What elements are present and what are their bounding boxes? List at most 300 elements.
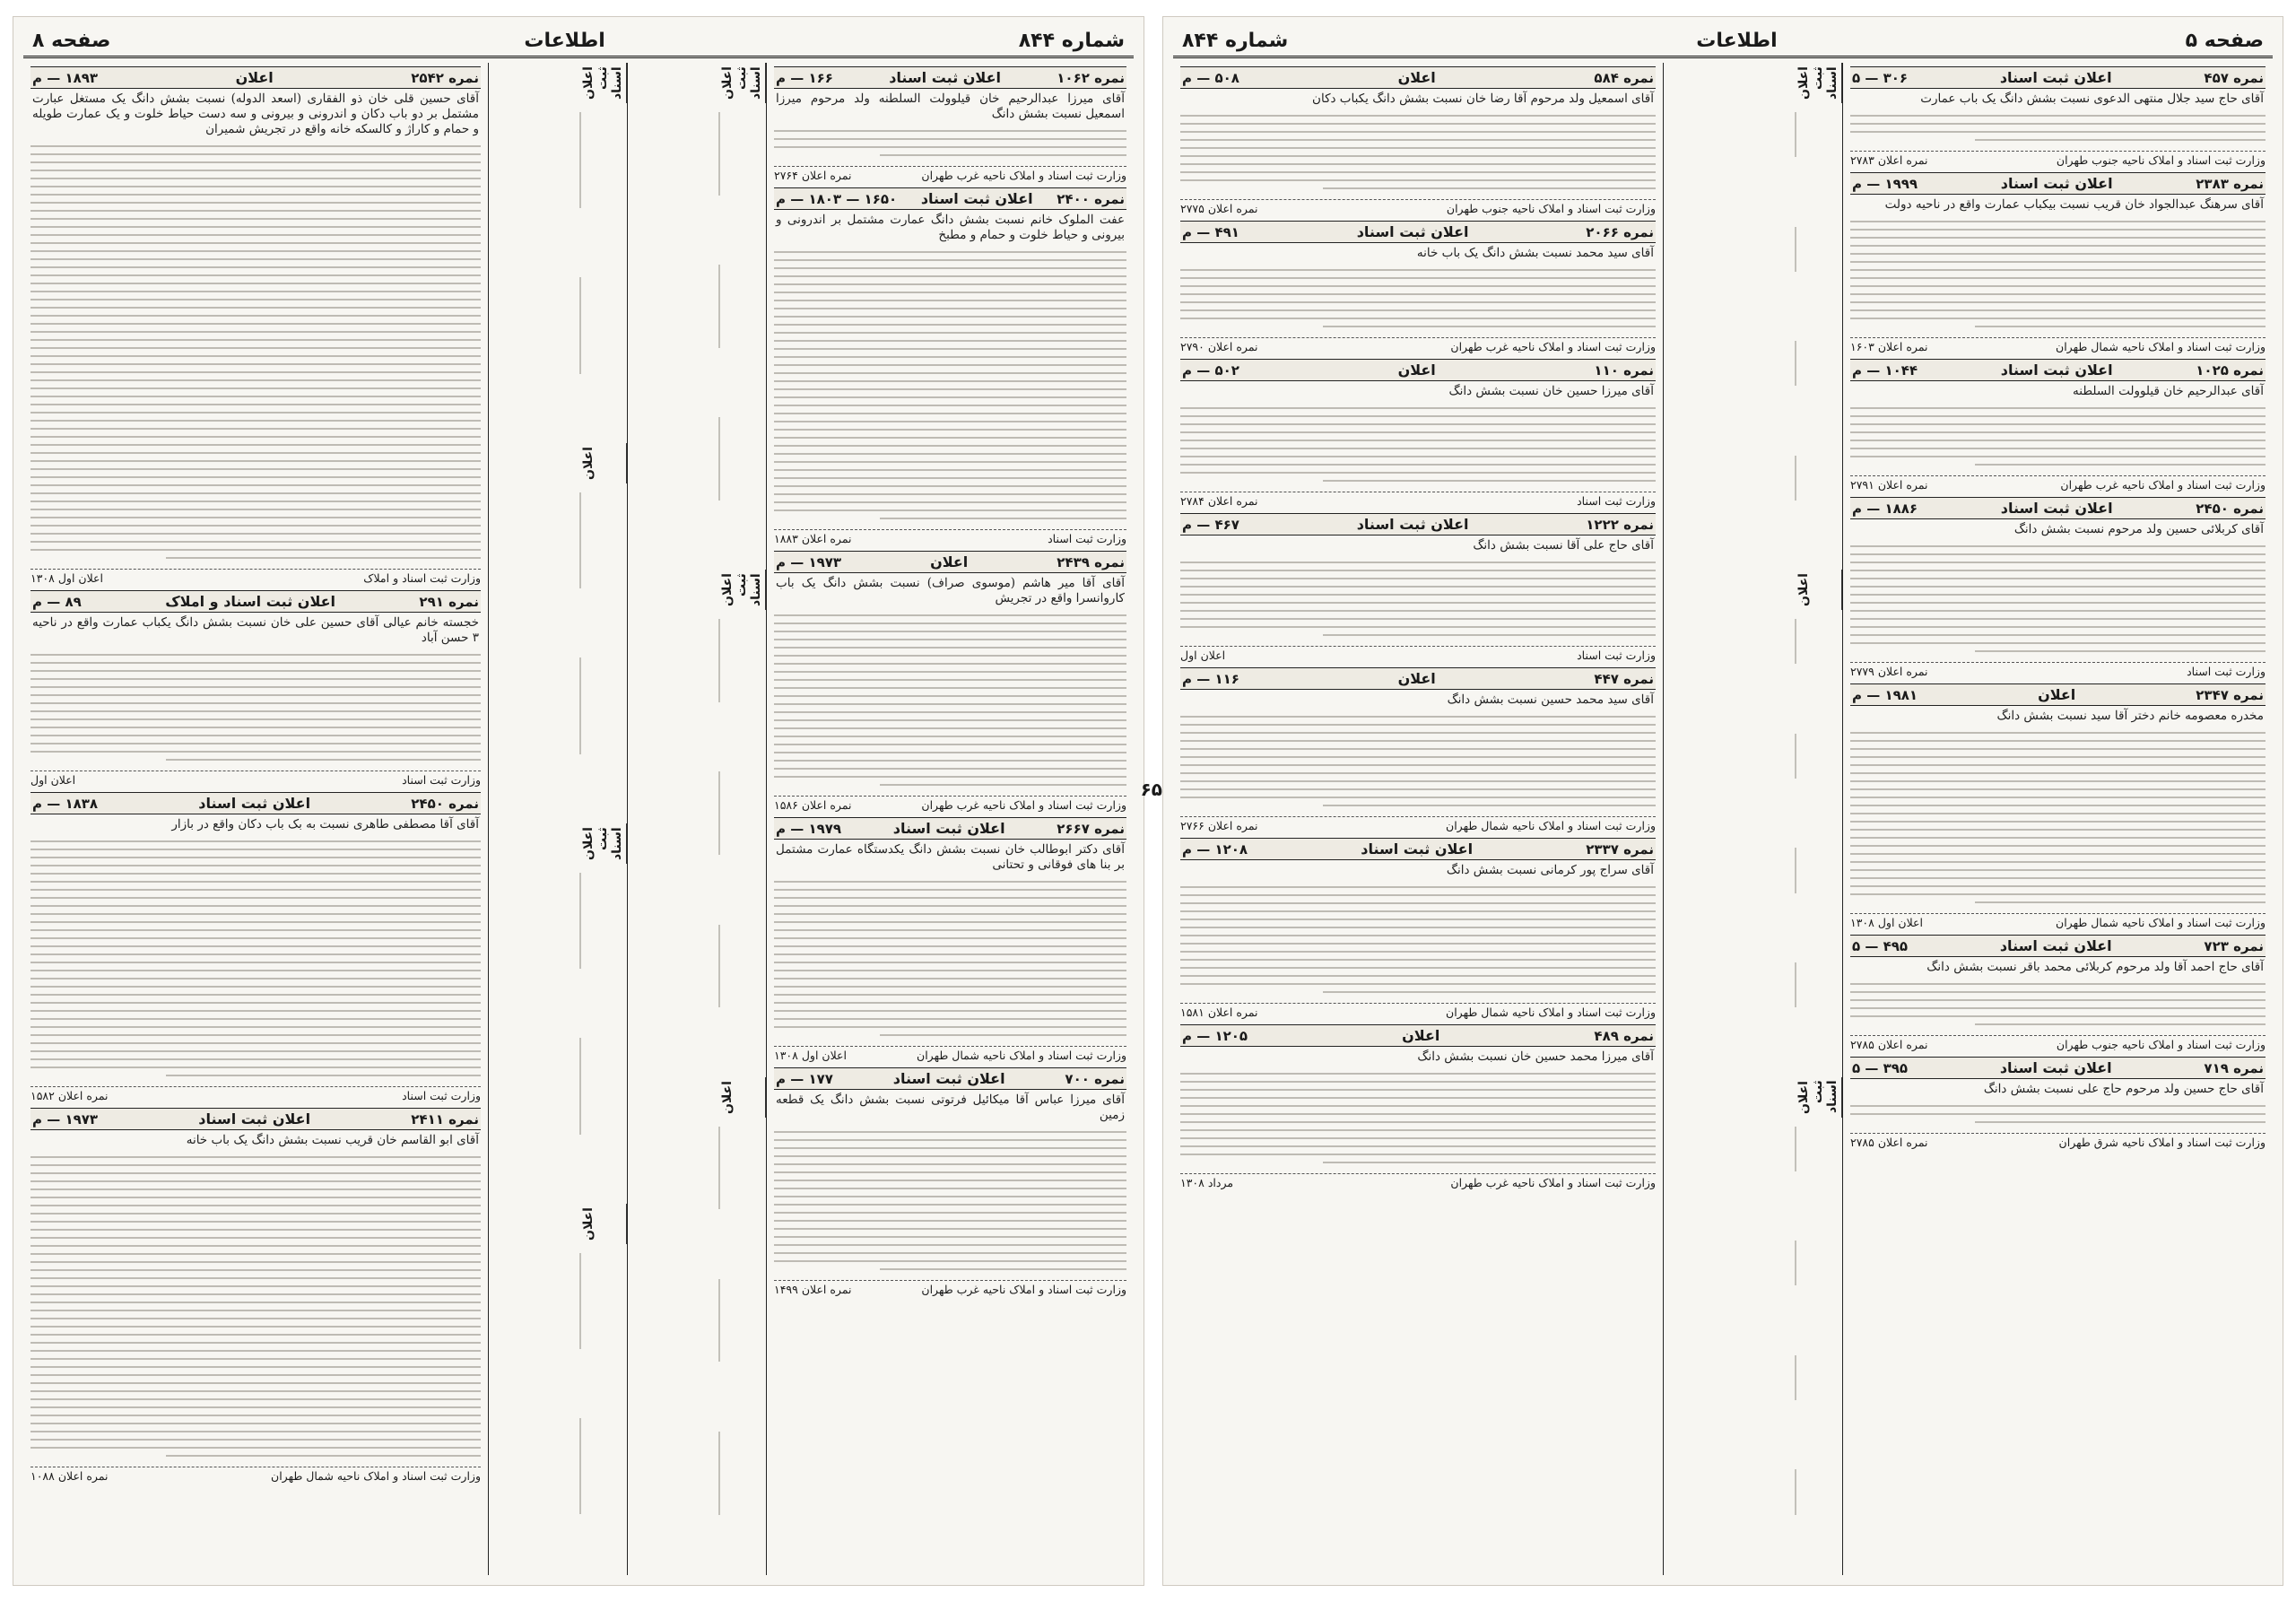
notice-footer [1180, 337, 1656, 353]
text-line [1180, 1154, 1656, 1155]
text-line [1180, 935, 1656, 936]
text-line [30, 718, 481, 720]
text-line [30, 1050, 481, 1052]
text-line [30, 492, 481, 494]
text-line [30, 525, 481, 527]
notice [1180, 66, 1656, 215]
text-line [30, 420, 481, 422]
text-lines [1850, 213, 2266, 335]
text-line [1850, 586, 2266, 588]
notice-number: نمره ۲۶۶۷ [1057, 820, 1125, 837]
text-line [1850, 610, 2266, 612]
text-line [1323, 326, 1656, 327]
notice-header [1850, 359, 2266, 381]
text-line [30, 889, 481, 891]
text-line [774, 364, 1126, 366]
text-line [1850, 732, 2266, 734]
text-line [774, 372, 1126, 374]
notice-ref: اعلان اول [1180, 649, 1226, 662]
text-line [774, 1131, 1126, 1133]
rotated-notice-title: اعلان ثبت اسناد [1795, 63, 1842, 103]
text-line [1795, 848, 1796, 892]
text-line [30, 1285, 481, 1287]
notice-ref: نمره اعلان ۱۴۹۹ [774, 1283, 852, 1296]
text-line [579, 277, 581, 373]
text-line [774, 356, 1126, 358]
notice [774, 551, 1126, 812]
text-line [1180, 415, 1656, 417]
text-line [30, 1406, 481, 1408]
text-line [1795, 734, 1796, 779]
notice [774, 1067, 1126, 1296]
text-line [30, 1310, 481, 1311]
text-line [1180, 179, 1656, 181]
text-line [774, 477, 1126, 479]
notice [1850, 683, 2266, 929]
text-line [1850, 237, 2266, 239]
text-line [1180, 919, 1656, 920]
text-line [30, 541, 481, 543]
text-line [1850, 285, 2266, 287]
notice-number: نمره ۲۴۵۰ [411, 795, 479, 812]
text-line [1323, 991, 1656, 993]
notice-registry: وزارت ثبت اسناد و املاک ناحیه شمال طهران [2056, 916, 2266, 929]
text-line [30, 1018, 481, 1020]
notice-body: آقای سید محمد نسبت بشش دانگ یک باب خانه [1416, 246, 1654, 260]
text-line [774, 639, 1126, 640]
notice-code: ۱۱۶ — م [1182, 670, 1239, 687]
column [766, 63, 1134, 1575]
text-line [30, 194, 481, 196]
text-lines [774, 1123, 1126, 1278]
text-line [774, 614, 1126, 616]
text-line [30, 161, 481, 163]
text-line [30, 404, 481, 405]
text-line [579, 1038, 581, 1134]
text-line [774, 130, 1126, 132]
text-line [1850, 634, 2266, 636]
text-line [774, 413, 1126, 414]
text-line [774, 1196, 1126, 1197]
notice-footer [774, 1280, 1126, 1296]
text-line [880, 1268, 1126, 1270]
text-line [1850, 772, 2266, 774]
text-line [1180, 902, 1656, 904]
text-line [1180, 927, 1656, 928]
text-line [30, 428, 481, 430]
text-line [30, 710, 481, 712]
notice-title: اعلان ثبت اسناد [892, 1070, 1005, 1087]
notice-number: نمره ۲۵۴۲ [411, 69, 479, 86]
notice-ref: نمره اعلان ۱۵۸۱ [1180, 1006, 1258, 1019]
notice-number: نمره ۲۴۱۱ [411, 1110, 479, 1127]
rotated-notice-title: اعلان [579, 443, 627, 483]
notice-registry: وزارت ثبت اسناد و املاک [363, 571, 481, 585]
text-line [774, 251, 1126, 253]
text-line [1180, 293, 1656, 295]
text-line [1850, 748, 2266, 750]
notice-body: آقای حاج علی آقا نسبت بشش دانگ [1473, 538, 1654, 553]
page-gutter-number: ۶۵ [1140, 779, 1162, 800]
notice-body: آقای میرزا حسین خان نسبت بشش دانگ [1448, 384, 1654, 398]
text-line [30, 468, 481, 470]
text-line [30, 509, 481, 510]
text-line [774, 1010, 1126, 1012]
text-line [774, 631, 1126, 632]
text-line [1850, 991, 2266, 993]
text-line [1795, 1469, 1796, 1514]
text-line [30, 897, 481, 899]
text-line [30, 234, 481, 236]
notice-body: آقای میرزا عباس آقا میکائیل فرتوتی نسبت بشش دانگ یک قطعه زمین [776, 1093, 1125, 1122]
notice-registry: وزارت ثبت اسناد و املاک ناحیه غرب طهران [2060, 478, 2266, 492]
text-line [774, 292, 1126, 293]
notice-registry: وزارت ثبت اسناد و املاک ناحیه جنوب طهران [1446, 202, 1656, 215]
text-line [718, 1127, 720, 1210]
text-line [774, 493, 1126, 495]
text-line [1850, 805, 2266, 806]
text-line [774, 655, 1126, 657]
notice-footer [1180, 646, 1656, 662]
notice-body: آقای حاج سید جلال منتهی الدعوی نسبت بشش دانگ یک باب عمارت [1920, 91, 2264, 106]
text-line [1850, 407, 2266, 409]
text-line [166, 759, 481, 761]
text-line [30, 678, 481, 680]
text-line [30, 1326, 481, 1328]
text-line [774, 275, 1126, 277]
notice-ref: نمره اعلان ۲۷۶۶ [1180, 819, 1258, 832]
text-line [30, 1318, 481, 1319]
text-line [774, 283, 1126, 285]
notice-code: ۱۸۹۳ — م [32, 69, 99, 86]
notice-header [1180, 667, 1656, 690]
notice-footer [774, 796, 1126, 812]
text-line [1850, 861, 2266, 863]
notice-number: نمره ۲۴۳۹ [1057, 553, 1125, 570]
notice-header [1180, 359, 1656, 381]
notice-body: خجسته خانم عیالی آقای حسین علی خان نسبت بشش دانگ یکباب عمارت واقع در ناحیه ۳ حسن آباد [32, 615, 479, 645]
text-line [30, 1358, 481, 1360]
text-line [30, 549, 481, 551]
text-line [1795, 619, 1796, 664]
text-line [30, 670, 481, 672]
notice-footer [774, 166, 1126, 182]
text-line [1795, 962, 1796, 1007]
text-line [30, 962, 481, 963]
text-line [1180, 1137, 1656, 1139]
text-line [166, 557, 481, 559]
text-line [1850, 1015, 2266, 1017]
text-line [1180, 772, 1656, 774]
text-line [1850, 277, 2266, 279]
text-line [774, 671, 1126, 673]
text-lines [1180, 107, 1656, 197]
text-line [1850, 415, 2266, 417]
text-line [774, 1002, 1126, 1004]
text-line [30, 1245, 481, 1247]
notice-header [1850, 1057, 2266, 1079]
text-line [1850, 131, 2266, 133]
text-line [774, 945, 1126, 947]
text-lines [1180, 399, 1656, 490]
text-line [30, 1439, 481, 1441]
text-line [774, 1180, 1126, 1181]
notice-code: ۵۰۲ — م [1182, 361, 1239, 379]
text-line [774, 388, 1126, 390]
notice-code: ۵۰۸ — م [1182, 69, 1239, 86]
notice-header [774, 1067, 1126, 1090]
text-line [1180, 602, 1656, 604]
text-lines [1180, 261, 1656, 335]
notice-number: نمره ۷۰۰ [1065, 1070, 1125, 1087]
text-line [774, 1212, 1126, 1214]
notice-footer [1850, 337, 2266, 353]
text-line [30, 1237, 481, 1239]
text-line [30, 1042, 481, 1044]
text-line [1323, 634, 1656, 636]
notice-body: آقای حاج حسین ولد مرحوم حاج علی نسبت بشش دانگ [1983, 1082, 2264, 1096]
text-line [774, 1139, 1126, 1141]
text-line [1850, 821, 2266, 823]
notice-title: اعلان ثبت اسناد [1999, 937, 2112, 954]
notice-body: آقای دکتر ابوطالب خان نسبت بشش دانگ یکدستگاه عمارت مشتمل بر بنا های فوقانی و تحتانی [776, 842, 1125, 872]
notice [1180, 667, 1656, 832]
notice [1850, 935, 2266, 1051]
rotated-text [1795, 63, 1842, 1575]
notice-footer [30, 771, 481, 787]
text-line [166, 1075, 481, 1076]
text-line [1180, 570, 1656, 571]
text-line [774, 687, 1126, 689]
text-line [1975, 1121, 2266, 1123]
page-label: صفحه ۸ [32, 29, 111, 52]
page-header [1173, 25, 2273, 58]
text-line [1180, 1113, 1656, 1115]
text-line [30, 1261, 481, 1263]
text-line [774, 937, 1126, 939]
text-line [579, 657, 581, 753]
text-line [718, 1279, 720, 1363]
text-line [774, 501, 1126, 503]
text-line [30, 347, 481, 349]
text-line [30, 476, 481, 478]
text-line [718, 619, 720, 702]
text-line [1850, 740, 2266, 742]
notice-ref: نمره اعلان ۲۷۸۳ [1850, 153, 1928, 167]
text-line [1850, 115, 2266, 117]
notice-code: ۴۹۵ — ۵ [1852, 937, 1909, 954]
notice-header [1850, 66, 2266, 89]
text-line [774, 962, 1126, 963]
notice-title: اعلان [1397, 69, 1436, 86]
text-line [1180, 472, 1656, 474]
text-line [774, 1171, 1126, 1173]
notice-number: نمره ۱۲۲۲ [1586, 516, 1654, 533]
text-line [1850, 1105, 2266, 1107]
text-line [774, 1188, 1126, 1189]
rotated-block [489, 63, 627, 1575]
text-line [30, 1188, 481, 1190]
text-line [30, 1447, 481, 1449]
text-line [880, 518, 1126, 519]
text-line [1180, 732, 1656, 734]
text-line [30, 283, 481, 284]
text-lines [1850, 107, 2266, 149]
text-line [1180, 780, 1656, 782]
text-line [30, 662, 481, 664]
text-line [1850, 829, 2266, 831]
columns [1173, 63, 2273, 1575]
text-line [774, 259, 1126, 261]
text-line [1850, 853, 2266, 855]
text-line [774, 1260, 1126, 1262]
notice-footer [30, 569, 481, 585]
text-line [774, 744, 1126, 745]
text-line [1180, 423, 1656, 425]
text-line [774, 316, 1126, 318]
notice [30, 66, 481, 585]
text-line [1180, 1129, 1656, 1131]
text-line [1323, 1162, 1656, 1163]
text-line [1323, 805, 1656, 806]
text-line [30, 299, 481, 300]
text-line [774, 1252, 1126, 1254]
text-line [1850, 618, 2266, 620]
text-line [1850, 545, 2266, 547]
text-line [774, 146, 1126, 148]
text-line [1323, 187, 1656, 189]
text-line [1850, 423, 2266, 425]
text-line [774, 913, 1126, 915]
text-line [30, 412, 481, 414]
text-line [1180, 456, 1656, 457]
notice-code: ۱۹۷۹ — م [776, 820, 842, 837]
notice-footer [774, 1046, 1126, 1062]
notice-ref: اعلان اول [30, 773, 76, 787]
notice-body: آقای سید محمد حسین نسبت بشش دانگ [1447, 692, 1654, 707]
notice-header [1850, 497, 2266, 519]
text-line [30, 1229, 481, 1231]
notice-footer [30, 1086, 481, 1102]
notice-body: آقای حسین قلی خان ذو الفقاری (اسعد الدوله) نسبت بشش دانگ یک مستغل عبارت مشتمل بر دو باب دکان و اندرونی و بیرونی و سه دست حیاط خلوت و یک عمارت طویله و حمام و کاراژ و کالسکه خانه واقع در تجریش شمیران [32, 91, 479, 136]
notice-number: نمره ۷۱۹ [2204, 1059, 2264, 1076]
notice-ref: نمره اعلان ۲۷۹۰ [1180, 340, 1258, 353]
text-line [774, 1147, 1126, 1149]
text-line [1180, 115, 1656, 117]
text-line [774, 768, 1126, 770]
text-line [1795, 1127, 1796, 1171]
text-line [30, 202, 481, 204]
notice-number: نمره ۲۰۶۶ [1586, 223, 1654, 240]
notice-ref: نمره اعلان ۱۰۸۸ [30, 1469, 109, 1483]
text-line [774, 509, 1126, 511]
text-line [30, 387, 481, 389]
text-line [774, 978, 1126, 979]
text-line [30, 1277, 481, 1279]
text-line [774, 953, 1126, 955]
text-lines [1180, 878, 1656, 1001]
text-line [1850, 261, 2266, 263]
text-line [774, 647, 1126, 649]
notice-number: نمره ۱۱۰ [1594, 361, 1654, 379]
text-line [1850, 797, 2266, 798]
text-line [30, 355, 481, 357]
notice [1850, 66, 2266, 167]
notice-header [1180, 221, 1656, 243]
text-line [1180, 586, 1656, 588]
notice-number: نمره ۱۰۲۵ [2196, 361, 2264, 379]
text-line [1180, 407, 1656, 409]
rotated-notice-title: اعلان [579, 1204, 627, 1244]
notice-body: آقای میرزا محمد حسین خان نسبت بشش دانگ [1417, 1049, 1654, 1064]
text-line [774, 776, 1126, 778]
columns [23, 63, 1134, 1575]
notice-header [1850, 935, 2266, 957]
text-line [30, 1350, 481, 1352]
notice-registry: وزارت ثبت اسناد و املاک ناحیه شمال طهران [2056, 340, 2266, 353]
text-line [774, 1155, 1126, 1157]
notice-code: ۱۰۴۴ — م [1852, 361, 1918, 379]
text-line [880, 784, 1126, 786]
text-line [30, 501, 481, 502]
text-line [1180, 626, 1656, 628]
issue-label: شماره ۸۴۴ [1018, 29, 1125, 52]
column-rotated [1663, 63, 1842, 1575]
text-line [30, 1374, 481, 1376]
notice-header [30, 792, 481, 814]
text-line [30, 396, 481, 397]
text-line [1850, 578, 2266, 579]
notice-ref: اعلان اول ۱۳۰۸ [1850, 916, 1923, 929]
notice [1850, 1057, 2266, 1149]
text-line [774, 719, 1126, 721]
text-line [1180, 1121, 1656, 1123]
text-line [30, 218, 481, 220]
text-line [718, 265, 720, 348]
notice-title: اعلان [930, 553, 969, 570]
notice-registry: وزارت ثبت اسناد و املاک ناحیه شمال طهران [1446, 819, 1656, 832]
text-line [30, 1269, 481, 1271]
text-line [774, 380, 1126, 382]
notice-registry: وزارت ثبت اسناد و املاک ناحیه شمال طهران [917, 1049, 1126, 1062]
text-line [774, 445, 1126, 447]
text-line [1180, 764, 1656, 766]
notice-registry: وزارت ثبت اسناد و املاک ناحیه غرب طهران [921, 169, 1126, 182]
notice-ref: نمره اعلان ۲۷۸۵ [1850, 1038, 1928, 1051]
notice [30, 590, 481, 787]
text-line [30, 145, 481, 147]
text-line [774, 396, 1126, 398]
text-line [30, 242, 481, 244]
text-line [30, 379, 481, 381]
text-line [1850, 764, 2266, 766]
notice-header [774, 187, 1126, 210]
notice-footer [1850, 913, 2266, 929]
text-lines [1850, 1097, 2266, 1131]
text-lines [774, 873, 1126, 1044]
text-line [1795, 1241, 1796, 1285]
text-line [30, 865, 481, 866]
notice-footer [1180, 199, 1656, 215]
notice-registry: وزارت ثبت اسناد [1577, 649, 1656, 662]
text-line [1850, 221, 2266, 222]
notice-header [1850, 172, 2266, 195]
rotated-notice-title: اعلان ثبت اسناد [718, 63, 766, 103]
text-line [1850, 626, 2266, 628]
notice-code: ۳۹۵ — ۵ [1852, 1059, 1909, 1076]
notice-code: ۱۹۷۳ — م [776, 553, 842, 570]
text-line [30, 517, 481, 518]
